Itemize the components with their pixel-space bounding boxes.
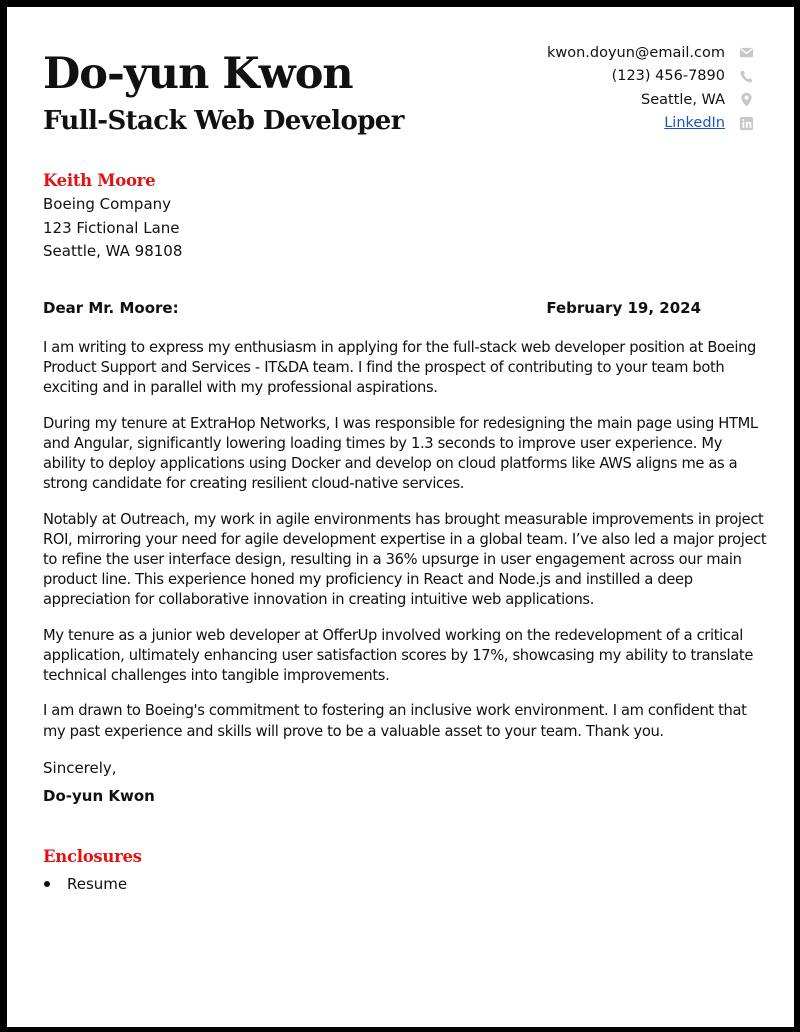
phone-icon (739, 69, 754, 84)
applicant-name: Do-yun Kwon (43, 49, 353, 99)
contact-email (547, 41, 754, 65)
body-paragraph: My tenure as a junior web developer at OfferUp involved working on the redevelopment of a critical application, ultimately enhancing user satisfaction scores by 17%, showcasing my ability to translate technical challenges into tangible improvements. (43, 626, 754, 684)
letter-body (43, 338, 768, 757)
bullet-icon (44, 881, 50, 887)
contact-location (547, 88, 754, 112)
recipient-city: Seattle, WA 98108 (43, 242, 183, 260)
email-text: kwon.doyun@email.com (546, 44, 725, 61)
signature: Do-yun Kwon (43, 787, 155, 805)
body-paragraph: During my tenure at ExtraHop Networks, I was responsible for redesigning the main page using HTML and Angular, significantly lowering loading times by 1.3 seconds to improve user experience. My ability to deploy applications using Docker and develop on cloud platforms like AWS aligns me as a strong candidate for creating resilient cloud-native services. (43, 414, 758, 493)
salutation: Dear Mr. Moore: (43, 299, 179, 317)
body-paragraph: I am drawn to Boeing's commitment to fostering an inclusive work environment. I am confident that my past experience and skills will prove to be a valuable asset to your team. Thank you. (43, 702, 747, 740)
contact-phone (547, 65, 754, 89)
enclosures-title: Enclosures (43, 847, 142, 866)
letter-date: February 19, 2024 (546, 299, 701, 317)
linkedin-link[interactable]: LinkedIn (664, 115, 725, 132)
phone-text: (123) 456-7890 (611, 68, 725, 85)
location-text: Seattle, WA (640, 91, 725, 108)
recipient-street: 123 Fictional Lane (43, 218, 180, 237)
enclosures-list (43, 873, 127, 895)
envelope-icon (739, 45, 754, 60)
job-title: Full-Stack Web Developer (43, 106, 404, 136)
recipient-block (43, 169, 182, 264)
body-paragraph: I am writing to express my enthusiasm in applying for the full-stack web developer position at Boeing Product Support and Services - IT&DA team. I find the prospect of contributing to your team both exciting and in parallel with my professional aspirations. (43, 339, 757, 397)
linkedin-icon[interactable] (739, 116, 754, 131)
enclosure-item: Resume (67, 875, 128, 893)
closing: Sincerely, (43, 759, 117, 777)
contact-block (547, 41, 754, 135)
list-item (43, 873, 127, 895)
location-pin-icon (739, 92, 754, 107)
recipient-name: Keith Moore (43, 171, 156, 190)
body-paragraph: Notably at Outreach, my work in agile environments has brought measurable improvements in project ROI, mirroring your need for agile development expertise in a global team. I’ve also led a major project to refine the user interface design, resulting in a 36% upsurge in user engagement across our main product line. This experience honed my proficiency in React and Node.js and instilled a deep appreciation for collaborative innovation in creating intuitive web applications. (43, 510, 767, 609)
contact-linkedin (547, 112, 754, 136)
recipient-company: Boeing Company (43, 195, 172, 213)
